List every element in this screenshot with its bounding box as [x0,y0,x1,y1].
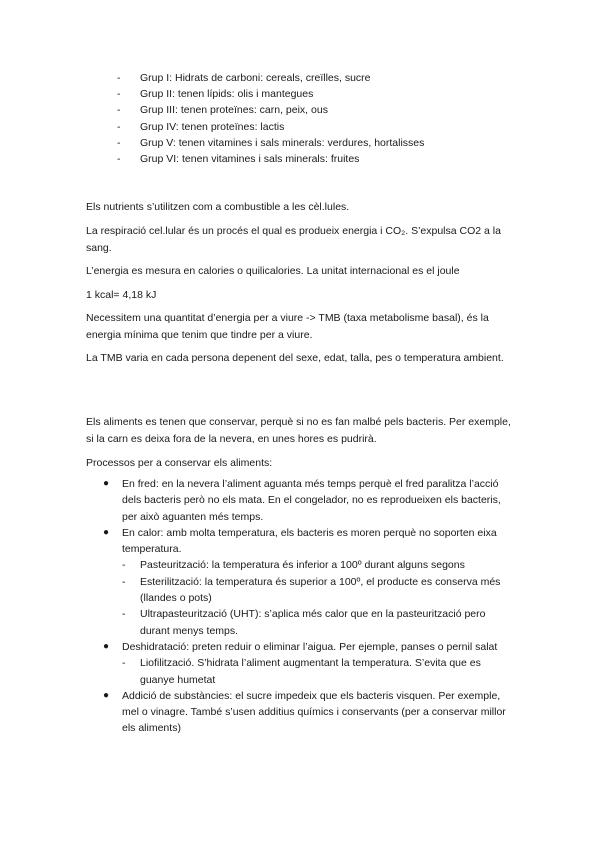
sub-list [122,655,518,688]
paragraph-energy-units: L’energia es mesura en calories o quilicalories. La unitat internacional es el joule [86,265,460,277]
paragraph-nutrients: Els nutrients s’utilitzen com a combustible a les cèl.lules. [86,201,350,213]
list-item [86,639,518,688]
document-page: - Grup I: Hidrats de carboni: cereals, creïlles, sucre - Grup II: tenen lípids: olis i mantegues - Grup III: tenen proteïnes: carn, peix, ous - Grup IV: tenen proteïnes: lactis - Grup V: tenen vitamines i sals minerals: verdures, hortalisses - Grup VI: tenen vitamines i sals minerals: fruites Els nutrients s’utilitzen com a combustible a les cèl.lules. La respiració cel.lular és un procés el qual es produeix energia i CO₂. S’expulsa CO2 a la sang. L’energia es mesura en calories o quilicalories. La unitat internacional es el joule 1 kcal= 4,18 kJ Necessitem una quantitat d’energia per a viure -> TMB (taxa metabolisme basal), és la energia mínima que tenim que tindre per a viure. La TMB varia en cada persona depenent del sexe, edat, talla, pes o temperatura ambient. Els aliments es tenen que conservar, perquè si no es fan malbé pels bacteris. Per exemple, si la carn es deixa fora de la nevera, en unes hores es pudrirà. Processos per a conservar els aliments: ● En fred: en la nevera l’aliment aguanta més temps perquè el fred paralitza l’acció dels bacteris però no els mata. En el congelador, no es reprodueixen els bacteris, per això aguanten més temps. ● En calor: amb molta temperatura, els bacteris es moren perquè no soporten eixa temperatura. - Pasteurització: la temperatura és inferior a 100º durant alguns segons - Esterilització: la temperatura és superior a 100º, el producte es conserva més (llandes o pots) - Ultrapasteurització (UHT): s’aplica més calor que en la pasteurització pero durant menys temps. ● Deshidratació: preten reduir o eliminar l’aigua. Per ejemple, panses o pernil salat - Liofilització. S’hidrata l’aliment augmentant la temperatura. S’evita que es guanye humetat ● Addició de substàncies: el sucre impedeix que els bacteris visquen. Per exemple, mel o vinagre. També s’usen additius químics i conservants (per a conservar millor els aliments) [0,0,600,848]
sub-list-item: - Esterilització: la temperatura és superior a 100º, el producte es conserva més (llandes o pots) [122,575,501,605]
bullet-icon: ● [103,640,110,652]
paragraph-kcal: 1 kcal= 4,18 kJ [86,289,157,301]
list-item-text: Grup IV: tenen proteïnes: lactis [140,120,285,133]
list-item-text: Grup I: Hidrats de carboni: cereals, creïlles, sucre [140,72,371,84]
list-item-text: Grup V: tenen vitamines i sals minerals: verdures, hortalisses [140,136,425,149]
sub-list [122,557,518,638]
sub-list-item: - Pasteurització: la temperatura és inferior a 100º durant alguns segons [122,559,465,572]
list-item-text: Grup VI: tenen vitamines i sals minerals: fruites [140,152,360,165]
paragraph-tmb-variation: La TMB varia en cada persona depenent del sexe, edat, talla, pes o temperatura ambient. [86,352,504,364]
bullet-icon: ● [103,478,110,489]
list-item [86,476,518,525]
list-item-text: En fred: en la nevera l’aliment aguanta més temps perquè el fred paralitza l’acció dels bacteris però no els mata. En el congelador, no es reprodueixen els bacteris, per això aguanten més temps. [122,478,501,523]
list-item-text: Addició de substàncies: el sucre impedeix que els bacteris visquen. Per exemple, mel o vinagre. També s’usen additius químics i conservants (per a conservar millor els aliments) [122,689,506,735]
bullet-icon: ● [103,689,110,701]
list-item [86,688,518,737]
list-item-text: Grup III: tenen proteïnes: carn, peix, ous [140,104,328,117]
paragraph-tmb: Necessitem una quantitat d’energia per a viure -> TMB (taxa metabolisme basal), és la energia mínima que tenim que tindre per a viure. [86,312,489,341]
sub-list-item: - Ultrapasteurització (UHT): s’aplica més calor que en la pasteurització pero durant menys temps. [122,608,486,637]
processes-list [86,476,518,737]
paragraph-conservation: Els aliments es tenen que conservar, perquè si no es fan malbé pels bacteris. Per exemple, si la carn es deixa fora de la nevera, en unes hores es pudrirà. [86,416,511,445]
paragraph-processes-heading: Processos per a conservar els aliments: [86,457,273,469]
list-item-text: Grup II: tenen lípids: olis i mantegues [140,88,314,101]
paragraph-respiration: La respiració cel.lular és un procés el qual es produeix energia i CO₂. S’expulsa CO2 a la sang. [86,225,501,254]
bullet-icon: ● [103,526,110,538]
list-item-text: Deshidratació: preten reduir o eliminar l’aigua. Per ejemple, panses o pernil salat [122,640,498,653]
list-item-text: En calor: amb molta temperatura, els bacteris es moren perquè no soporten eixa temperatura. [122,526,497,556]
sub-list-item: - Liofilització. S’hidrata l’aliment augmentant la temperatura. S’evita que es guanye humetat [122,657,481,686]
list-item [86,525,518,639]
